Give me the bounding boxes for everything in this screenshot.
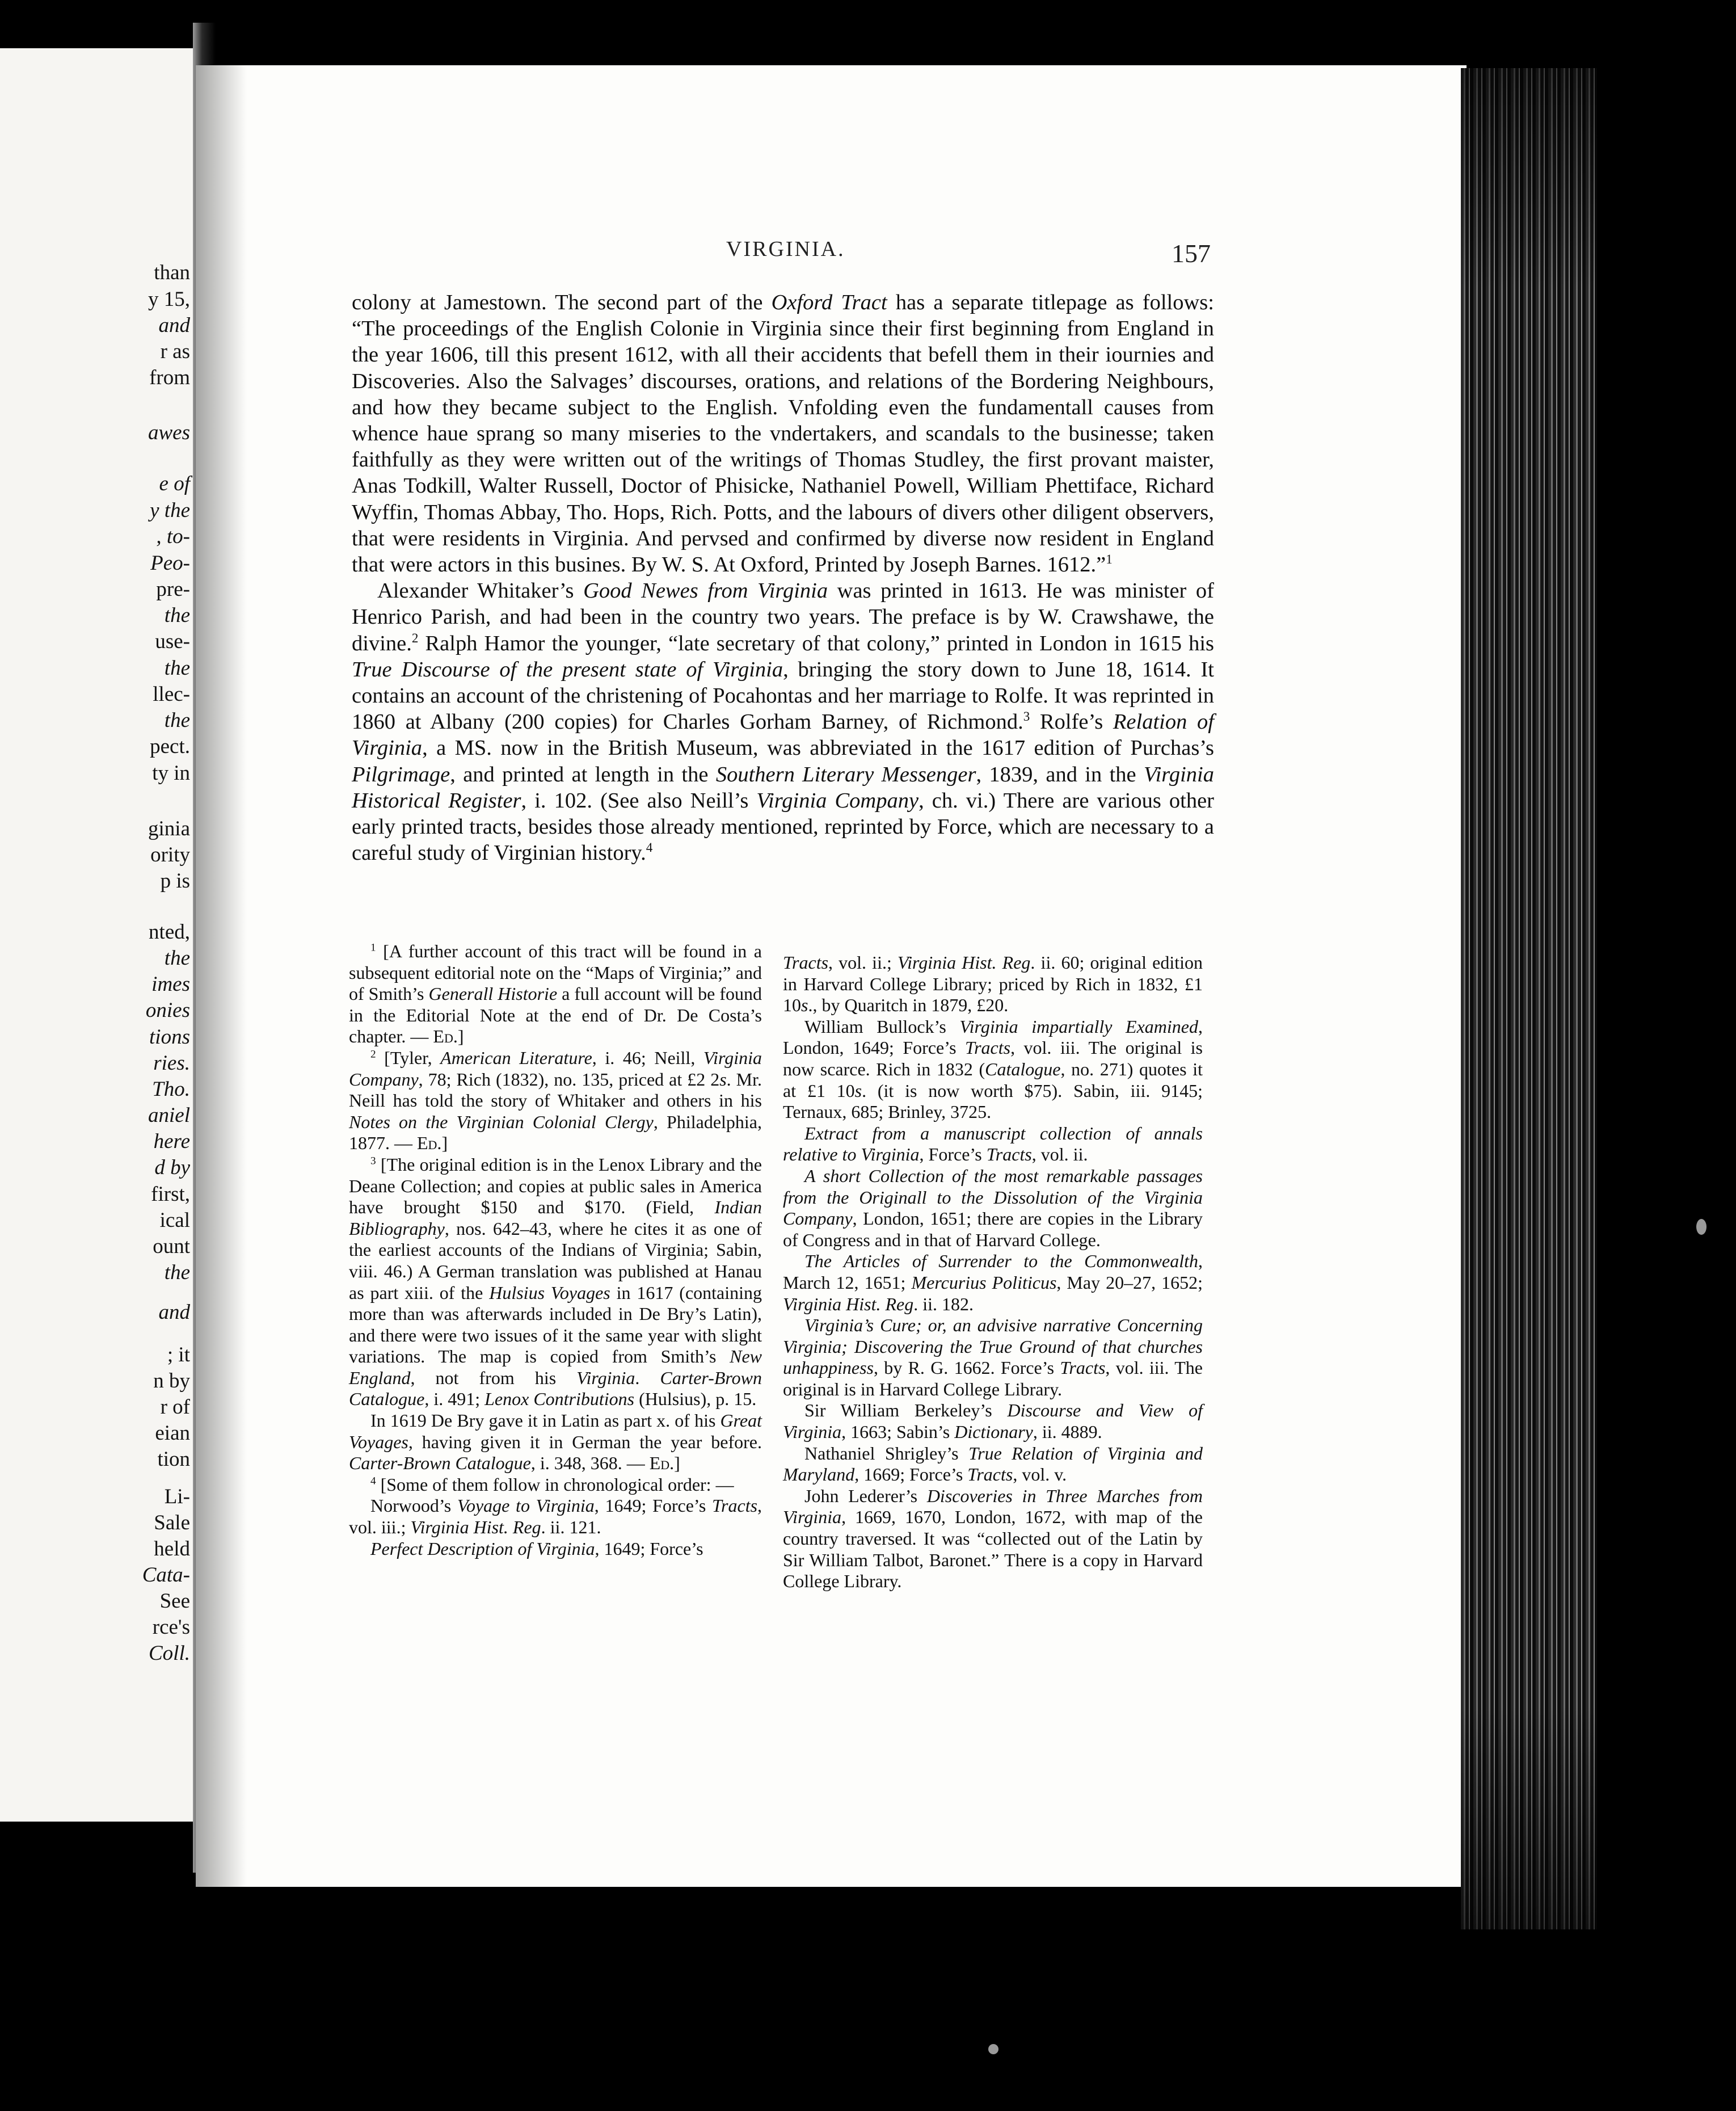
previous-page-line-fragment: and — [158, 314, 190, 337]
previous-page-line-fragment: rce's — [152, 1616, 190, 1639]
previous-page-line-fragment: imes — [151, 973, 190, 996]
previous-page-line-fragment: ty in — [152, 762, 190, 785]
page-number: 157 — [1172, 239, 1211, 268]
footnotes-right-column — [783, 952, 1203, 1592]
footnote-entry: Norwood’s Voyage to Virginia, 1649; Force’s Tracts, vol. iii.; Virginia Hist. Reg. ii. 121. — [349, 1495, 762, 1538]
body-paragraph: colony at Jamestown. The second part of the Oxford Tract has a separate titlepage as follows: “The proceedings of the English Colonie in Virginia since their first beginning from England in the year 1606, till this present 1612, with all their accidents that befell them in their iournies and Discoveries. Also the Salvages’ discourses, orations, and relations of the Bordering Neighbours, and how they became subject to the English. Vnfolding even the fundamentall causes from whence haue sprang so many miseries to the vndertakers, and scandals to the businesse; taken faithfully as they were written out of the writings of Thomas Studley, the first provant maister, Anas Todkill, Walter Russell, Doctor of Phisicke, Nathaniel Powell, William Phettiface, Richard Wyffin, Thomas Abbay, Tho. Hops, Rich. Potts, and the labours of divers other diligent observers, that were residents in Virginia. And pervsed and confirmed by diverse now resident in England that were actors in this busines. By W. S. At Oxford, Printed by Joseph Barnes. 1612.”$^1$ — [352, 291, 1214, 577]
footnote-ref: 2 — [411, 630, 419, 645]
previous-page-line-fragment: awes — [148, 421, 190, 444]
footnotes-left-column — [349, 941, 762, 1559]
footnote-entry: A short Collection of the most remarkable passages from the Originall to the Dissolution of the Virginia Company, London, 1651; there are copies in the Library of Congress and in that of Harvard College. — [783, 1165, 1203, 1250]
scan-speck — [1696, 1219, 1706, 1235]
previous-page-line-fragment: d by — [154, 1156, 190, 1179]
previous-page-line-fragment: n by — [153, 1369, 190, 1393]
previous-page-line-fragment: Li- — [164, 1485, 190, 1508]
previous-page-line-fragment: and — [158, 1301, 190, 1324]
previous-page-line-fragment: first, — [151, 1183, 190, 1206]
book-fore-edge-shading — [1461, 68, 1597, 1929]
previous-page-line-fragment: Sale — [154, 1511, 190, 1534]
previous-page-line-fragment: Peo- — [150, 552, 190, 575]
footnote-entry: Tracts, vol. ii.; Virginia Hist. Reg. ii. 60; original edition in Harvard College Library; priced by Rich in 1832, £1 10s., by Quaritch in 1879, £20. — [783, 952, 1203, 1016]
previous-page-line-fragment: r as — [160, 340, 190, 363]
footnote-entry: John Lederer’s Discoveries in Three Marches from Virginia, 1669, 1670, London, 1672, with map of the country traversed. It was “collected out of the Latin by Sir William Talbot, Baronet.” There is a copy in Harvard College Library. — [783, 1485, 1203, 1592]
previous-page — [0, 48, 196, 1822]
previous-page-line-fragment: r of — [160, 1395, 190, 1419]
previous-page-line-fragment: p is — [160, 869, 190, 893]
previous-page-line-fragment: nted, — [149, 920, 190, 944]
previous-page-line-fragment: the — [164, 709, 190, 732]
previous-page-line-fragment: ries. — [153, 1052, 190, 1075]
footnote: $^1$ [A further account of this tract will be found in a subsequent editorial note on the “Maps of Virginia;” and of Smith’s Generall Historie a full account will be found in the Editorial Note at the end of Dr. De Costa’s chapter. — Ed.] — [349, 941, 762, 1047]
main-text — [352, 289, 1214, 866]
previous-page-line-fragment: held — [154, 1537, 190, 1561]
footnote-entry: Perfect Description of Virginia, 1649; Force’s — [370, 1538, 703, 1559]
previous-page-line-fragment: , to- — [156, 525, 190, 548]
previous-page-line-fragment: ; it — [167, 1343, 190, 1366]
previous-page-line-fragment: ical — [159, 1209, 190, 1232]
previous-page-line-fragment: the — [164, 657, 190, 680]
running-head: VIRGINIA. — [726, 237, 845, 261]
footnote-entry: Nathaniel Shrigley’s True Relation of Virginia and Maryland, 1669; Force’s Tracts, vol. v. — [783, 1443, 1203, 1485]
footnote-entry: Extract from a manuscript collection of annals relative to Virginia, Force’s Tracts, vol. ii. — [783, 1122, 1203, 1165]
footnote-ref: 3 — [1023, 709, 1030, 724]
previous-page-line-fragment: tion — [157, 1448, 190, 1471]
previous-page-line-fragment: the — [164, 1261, 190, 1284]
previous-page-line-fragment: eian — [155, 1422, 190, 1445]
previous-page-line-fragment: ority — [150, 843, 190, 867]
previous-page-line-fragment: use- — [155, 630, 190, 653]
previous-page-line-fragment: onies — [145, 999, 190, 1022]
previous-page-line-fragment: ginia — [148, 817, 190, 840]
footnote-entry: The Articles of Surrender to the Commonwealth, March 12, 1651; Mercurius Politicus, May 20–27, 1652; Virginia Hist. Reg. ii. 182. — [783, 1251, 1203, 1314]
previous-page-line-fragment: e of — [159, 472, 190, 495]
previous-page-line-fragment: ount — [153, 1235, 190, 1258]
footnote-entry: Virginia’s Cure; or, an advisive narrative Concerning Virginia; Discovering the True Ground of that churches unhappiness, by R. G. 1662. Force’s Tracts, vol. iii. The original is in Harvard College Library. — [783, 1315, 1203, 1399]
previous-page-line-fragment: Tho. — [152, 1078, 190, 1101]
previous-page-line-fragment: Coll. — [149, 1642, 190, 1665]
previous-page-line-fragment: aniel — [148, 1104, 190, 1127]
body-paragraph: Alexander Whitaker’s Good Newes from Virginia was printed in 1613. He was minister of Henrico Parish, and had been in the country two years. The preface is by W. Crawshawe, the divine.$^2$ Ralph Hamor the younger, “late secretary of that colony,” printed in London in 1615 his True Discourse of the present state of Virginia, bringing the story down to June 18, 1614. It contains an account of the christening of Pocahontas and her marriage to Rolfe. It was reprinted in 1860 at Albany (200 copies) for Charles Gorham Barney, of Richmond.$^3$ Rolfe’s Relation of Virginia, a MS. now in the British Museum, was abbreviated in the 1617 edition of Purchas’s Pilgrimage, and printed at length in the Southern Literary Messenger, 1839, and in the Virginia Historical Register, i. 102. (See also Neill’s Virginia Company, ch. vi.) There are various other early printed tracts, besides those already mentioned, reprinted by Force, which are necessary to a careful study of Virginian history.$^4$ — [352, 579, 1214, 865]
previous-page-line-fragment: pre- — [156, 578, 190, 601]
previous-page-line-fragment: tions — [149, 1025, 190, 1049]
previous-page-line-fragment: y the — [150, 499, 190, 522]
previous-page-line-fragment: Cata- — [142, 1563, 190, 1587]
footnote: $^2$ [Tyler, American Literature, i. 46; Neill, Virginia Company, 78; Rich (1832), no. 135, priced at £2 2s. Mr. Neill has told the story of Whitaker and others in his Notes on the Virginian Colonial Clergy, Philadelphia, 1877. — Ed.] — [349, 1047, 762, 1154]
scan-speck — [988, 2044, 998, 2054]
footnote-entry: Sir William Berkeley’s Discourse and View of Virginia, 1663; Sabin’s Dictionary, ii. 4889. — [783, 1400, 1203, 1443]
previous-page-line-fragment: llec- — [153, 683, 190, 706]
footnote-continuation: In 1619 De Bry gave it in Latin as part x. of his Great Voyages, having given it in German the year before. Carter-Brown Catalogue, i. 348, 368. — Ed.] — [349, 1410, 762, 1474]
footnote: $^3$ [The original edition is in the Lenox Library and the Deane Collection; and copies at public sales in America have brought $150 and $170. (Field, Indian Bibliography, nos. 642–43, where he cites it as one of the earliest accounts of the Indians of Virginia; Sabin, viii. 46.) A German translation was published at Hanau as part xiii. of the Hulsius Voyages in 1617 (containing more than was afterwards included in De Bry’s Latin), and there were two issues of it the same year with slight variations. The map is copied from Smith’s New England, not from his Virginia. Carter-Brown Catalogue, i. 491; Lenox Contributions (Hulsius), p. 15. — [349, 1154, 762, 1410]
footnote-ref: 4 — [646, 840, 653, 855]
previous-page-line-fragment: the — [164, 947, 190, 970]
footnote-entry: William Bullock’s Virginia impartially Examined, London, 1649; Force’s Tracts, vol. iii. The original is now scarce. Rich in 1832 (Catalogue, no. 271) quotes it at £1 10s. (it is now worth $75). Sabin, iii. 9145; Ternaux, 685; Brinley, 3725. — [783, 1016, 1203, 1122]
previous-page-line-fragment: the — [164, 604, 190, 627]
page-gutter-shadow — [196, 65, 247, 1887]
previous-page-line-fragment: than — [154, 261, 190, 284]
previous-page-line-fragment: from — [149, 366, 190, 389]
footnote-ref: 1 — [1106, 552, 1113, 567]
previous-page-line-fragment: pect. — [150, 735, 190, 758]
previous-page-line-fragment: See — [159, 1589, 190, 1613]
previous-page-line-fragment: here — [153, 1130, 190, 1153]
previous-page-line-fragment: y 15, — [148, 288, 190, 311]
footnote: $^4$ [Some of them follow in chronological order: — — [370, 1474, 734, 1495]
